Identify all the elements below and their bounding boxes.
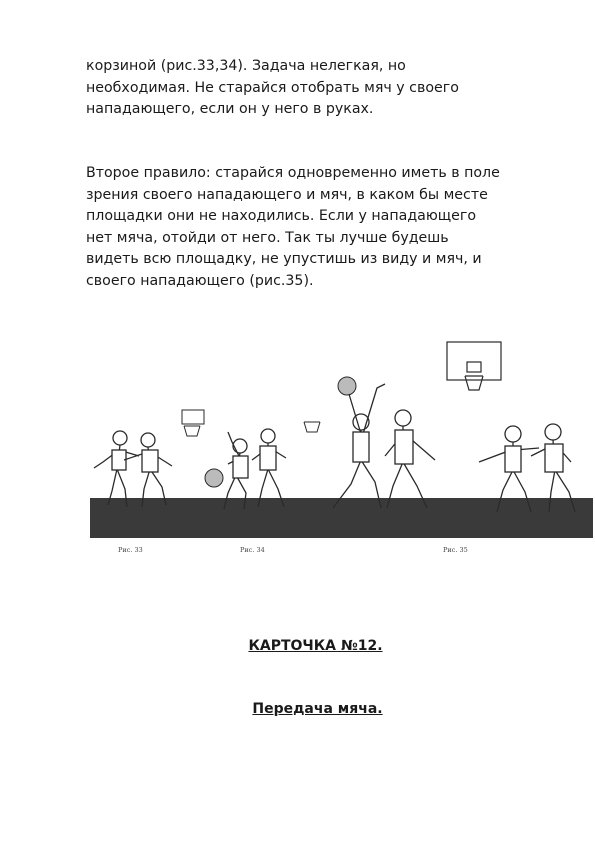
hoop-icon	[182, 410, 204, 436]
player-figure	[333, 384, 385, 508]
court-floor	[90, 498, 328, 538]
court-floor	[325, 498, 593, 538]
player-figure	[94, 431, 139, 507]
caption-fig-34: Рис. 34	[240, 546, 265, 554]
paragraph-1	[86, 56, 566, 121]
player-figure	[385, 410, 435, 508]
paragraph-line: нападающего, если он у него в руках.	[86, 101, 374, 117]
caption-fig-33: Рис. 33	[118, 546, 143, 554]
basketball-defense-illustration	[325, 330, 593, 560]
card-title: КАРТОЧКА №12.	[248, 638, 383, 654]
paragraph-line: своего нападающего (рис.35).	[86, 272, 314, 289]
paragraph-line: Второе правило: старайся одновременно иметь в поле	[86, 165, 500, 181]
caption-fig-35: Рис. 35	[443, 546, 468, 554]
illustration-figures-33-34	[90, 402, 328, 558]
player-figure	[124, 433, 172, 507]
paragraph-line: корзиной (рис.33,34). Задача нелегкая, но	[86, 58, 406, 74]
paragraph-line: необходимая. Не старайся отобрать мяч у своего	[86, 79, 459, 96]
paragraph-line: видеть всю площадку, не упустишь из виду и мяч, и	[86, 251, 482, 267]
paragraph-line: площадки они не находились. Если у нападающего	[86, 208, 477, 224]
ball-icon	[205, 469, 223, 487]
basketball-defense-illustration	[90, 402, 328, 558]
ball-icon	[338, 377, 356, 395]
paragraph-2	[86, 163, 566, 292]
paragraph-line: зрения своего нападающего и мяч, в каком бы месте	[86, 186, 488, 203]
player-figure	[252, 429, 286, 507]
hoop-icon	[304, 422, 320, 432]
hoop-icon	[447, 342, 501, 390]
paragraph-line: нет мяча, отойди от него. Так ты лучше будешь	[86, 229, 449, 246]
player-figure	[224, 432, 248, 509]
card-subtitle: Передача мяча.	[252, 701, 383, 717]
illustration-figure-35	[325, 330, 593, 560]
